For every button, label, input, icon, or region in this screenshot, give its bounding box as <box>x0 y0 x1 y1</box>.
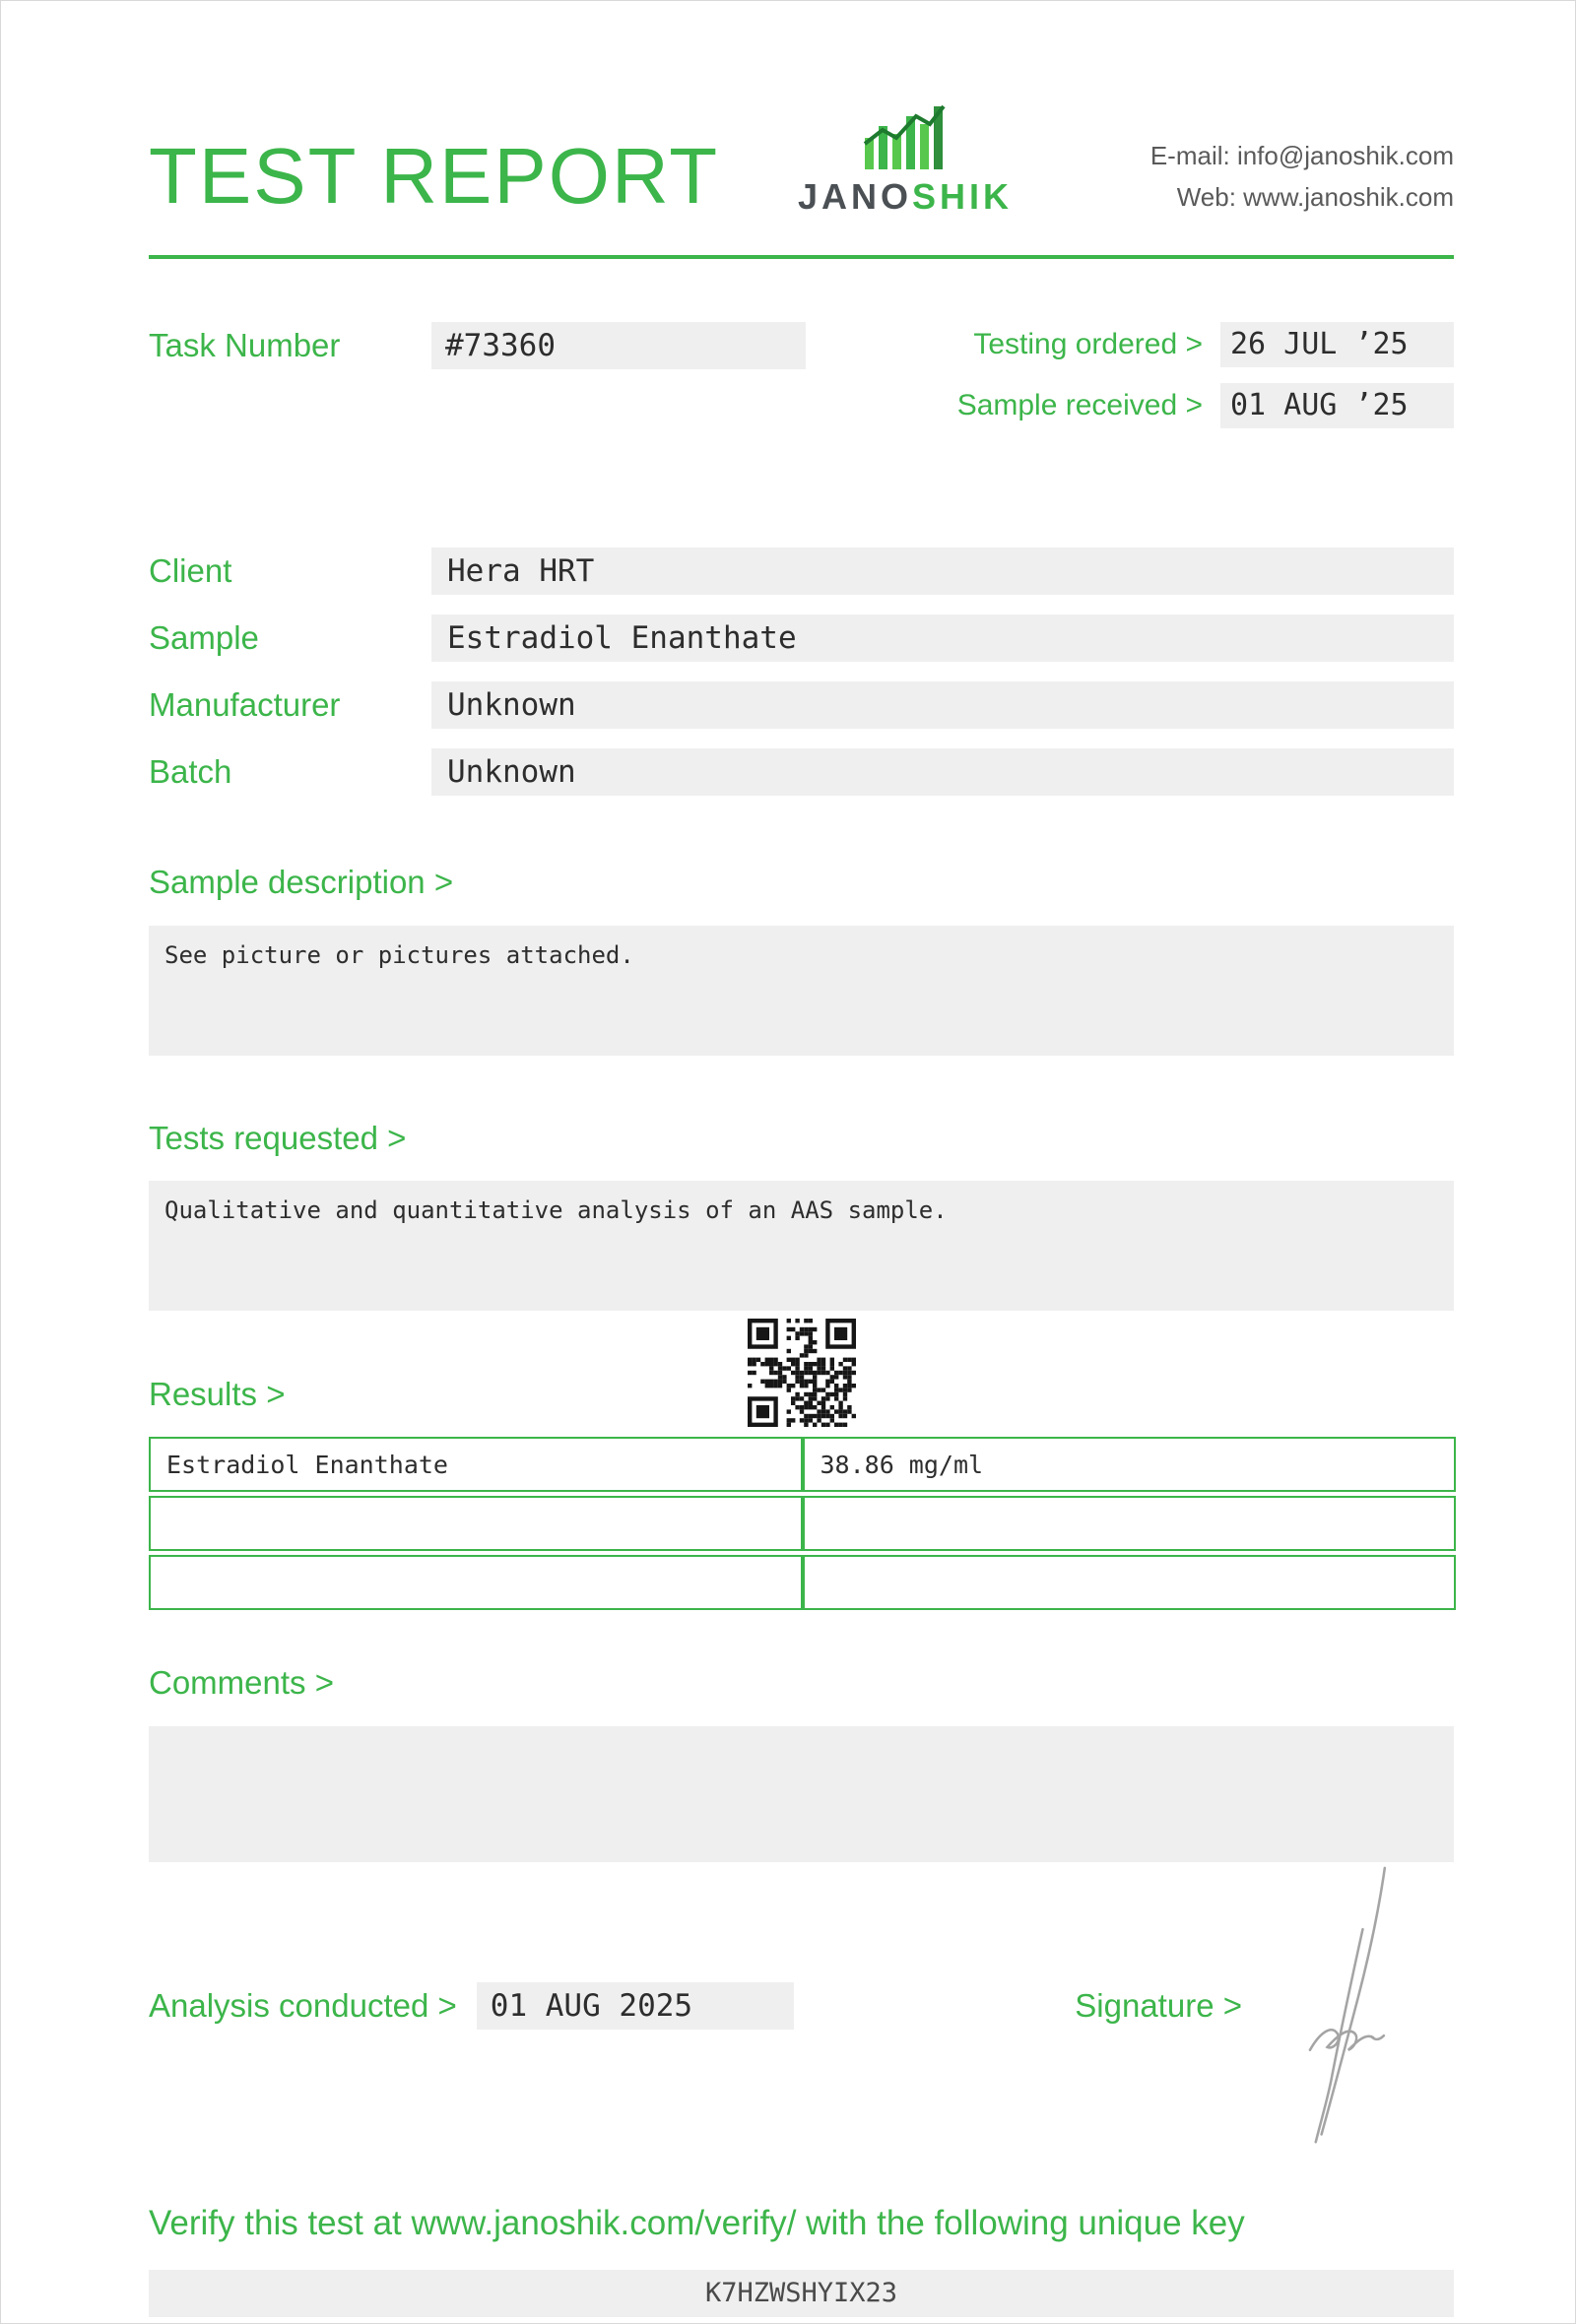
logo-text <box>798 175 1013 218</box>
analysis-conducted-label: Analysis conducted > <box>149 1986 457 2024</box>
verify-text: Verify this test at www.janoshik.com/verify/ with the following unique key <box>149 2203 1245 2242</box>
task-dates <box>957 322 1454 444</box>
sample-description-label: Sample description > <box>149 864 454 901</box>
sample-description-box: See picture or pictures attached. <box>149 926 1454 1056</box>
results-header <box>149 1317 1454 1427</box>
task-number-value: #73360 <box>431 322 806 369</box>
result-substance-cell <box>149 1555 803 1610</box>
task-number-label: Task Number <box>149 327 341 364</box>
tests-requested-label: Tests requested > <box>149 1119 407 1156</box>
sample-value: Estradiol Enanthate <box>431 614 1454 662</box>
sample-received-label: Sample received > <box>956 389 1203 422</box>
sample-row <box>149 614 1454 662</box>
tests-requested-box: Qualitative and quantitative analysis of an AAS sample. <box>149 1181 1454 1311</box>
signature-label: Signature > <box>1075 1986 1242 2024</box>
task-number-row <box>149 322 806 369</box>
testing-ordered-row <box>957 322 1454 367</box>
contact-web: Web: www.janoshik.com <box>1176 181 1454 212</box>
task-section <box>149 322 1454 444</box>
results-row <box>149 1496 1456 1551</box>
batch-value: Unknown <box>431 748 1454 796</box>
testing-ordered-value: 26 JUL ’25 <box>1220 322 1454 367</box>
header <box>149 104 1454 221</box>
results-label: Results > <box>149 1376 286 1413</box>
sample-received-value: 01 AUG ’25 <box>1220 383 1454 428</box>
testing-ordered-label: Testing ordered > <box>973 328 1203 361</box>
client-label: Client <box>149 552 232 590</box>
qr-code <box>748 1319 856 1427</box>
results-table <box>149 1433 1456 1614</box>
result-substance-cell <box>149 1496 803 1551</box>
comments-box <box>149 1726 1454 1862</box>
header-rule <box>149 255 1454 259</box>
analysis-date-value: 01 AUG 2025 <box>477 1982 794 2030</box>
contact-info <box>1150 136 1454 218</box>
results-row <box>149 1437 1456 1492</box>
logo-text-shik: SHIK <box>912 176 1014 217</box>
result-value-cell <box>803 1496 1457 1551</box>
sample-received-row <box>957 383 1454 428</box>
contact-email: E-mail: info@janoshik.com <box>1149 141 1454 170</box>
manufacturer-value: Unknown <box>431 681 1454 729</box>
client-value: Hera HRT <box>431 548 1454 595</box>
sample-label: Sample <box>149 619 259 657</box>
batch-row <box>149 748 1454 796</box>
comments-label: Comments > <box>149 1664 334 1702</box>
logo-chart-icon <box>861 104 950 169</box>
verify-key: K7HZWSHYIX23 <box>149 2270 1454 2317</box>
client-row <box>149 548 1454 595</box>
page-title: TEST REPORT <box>149 132 720 221</box>
results-row <box>149 1555 1456 1610</box>
signature-area <box>1242 1982 1454 2030</box>
janoshik-logo <box>798 104 1013 218</box>
manufacturer-label: Manufacturer <box>149 686 341 724</box>
manufacturer-row <box>149 681 1454 729</box>
result-substance-cell: Estradiol Enanthate <box>149 1437 803 1492</box>
logo-text-jano: JANO <box>797 176 912 217</box>
analysis-signature-row <box>149 1982 1454 2030</box>
details-section <box>149 548 1454 796</box>
signature-image <box>1270 1862 1417 2150</box>
result-value-cell: 38.86 mg/ml <box>803 1437 1457 1492</box>
result-value-cell <box>803 1555 1457 1610</box>
batch-label: Batch <box>149 753 232 791</box>
